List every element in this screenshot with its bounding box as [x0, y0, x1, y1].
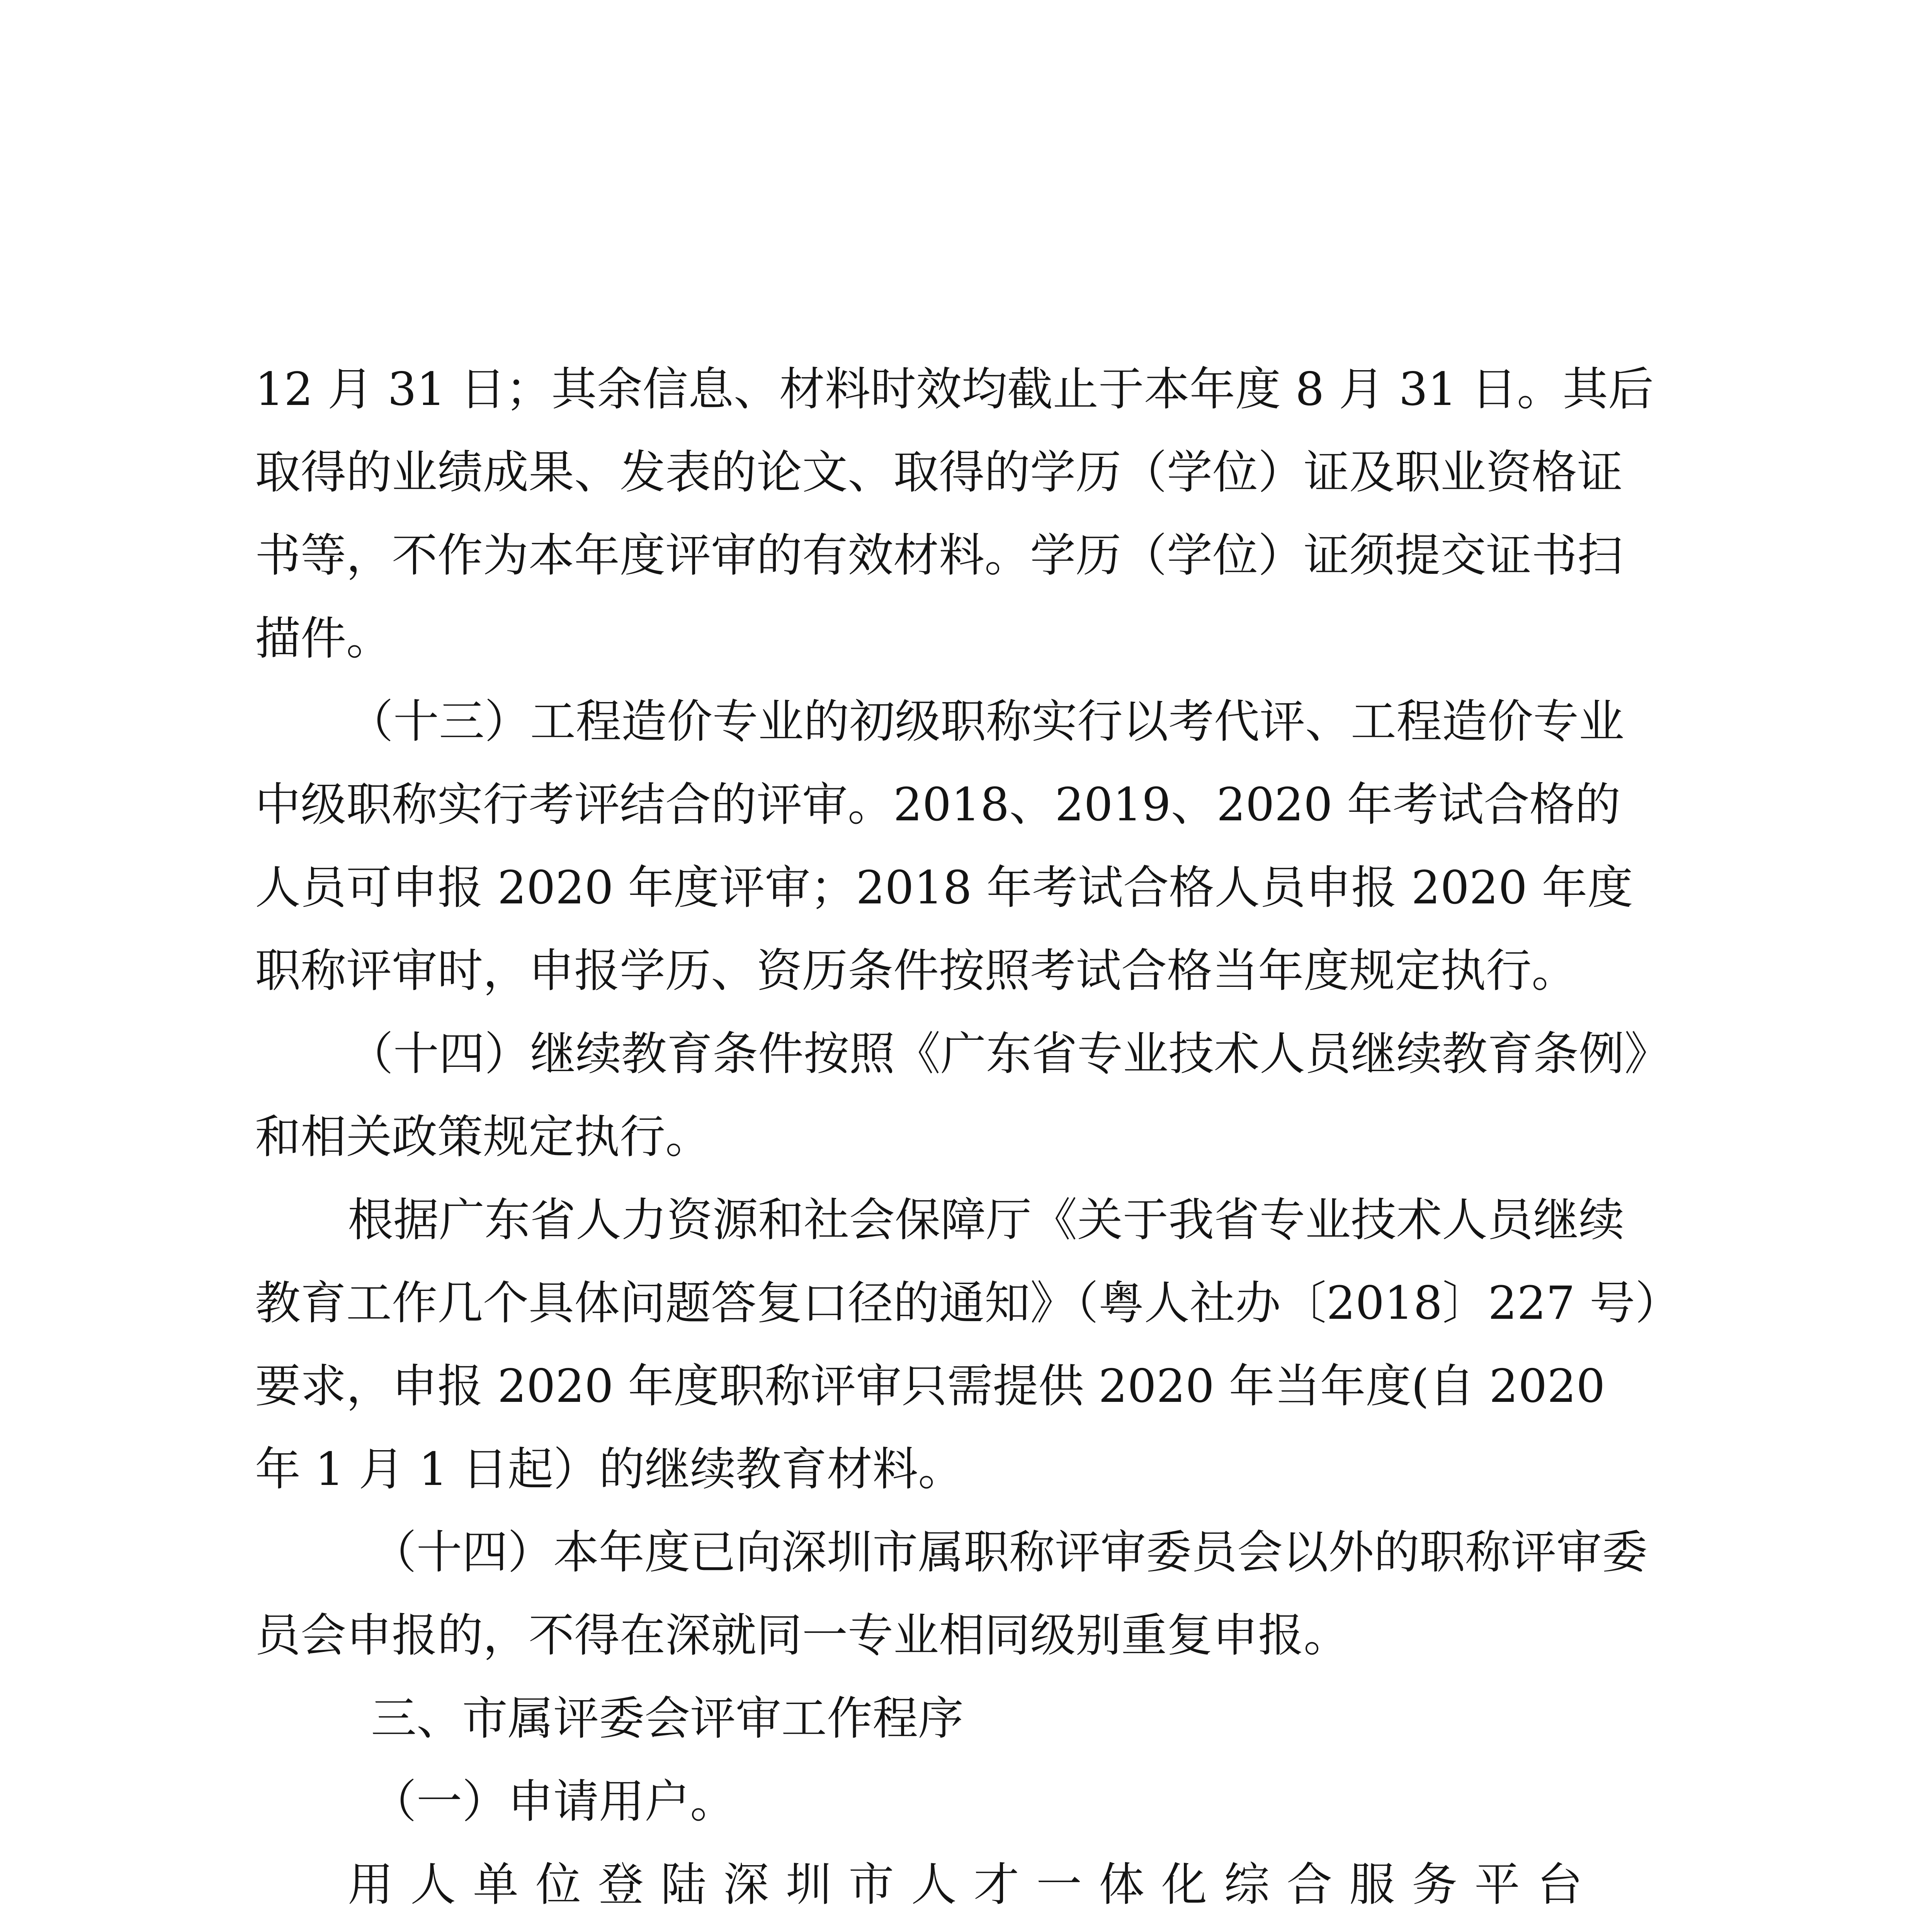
section-heading-review-procedure: 三、市属评委会评审工作程序 [371, 1692, 964, 1745]
paragraph-platform-intro: 用人单位登陆深圳市人才一体化综合服务平台 [348, 1858, 1600, 1911]
subheading-apply-account: （一）申请用户。 [371, 1775, 736, 1828]
paragraph-platform-url-and-account [255, 1926, 1661, 1932]
paragraph-item-14-continuing-education: （十四）继续教育条件按照《广东省专业技术人员继续教育条例》和相关政策规定执行。 [255, 1027, 1647, 1163]
paragraph-continuation: 12 月 31 日；其余信息、材料时效均截止于本年度 8 月 31 日。其后取得的业绩成果、发表的论文、取得的学历（学位）证及职业资格证书等，不作为本年度评审的有效材料。学历（学位）证须提交证书扫描件。 [255, 362, 1654, 665]
paragraph-item-13: （十三）工程造价专业的初级职称实行以考代评、工程造价专业中级职称实行考评结合的评审。2018、2019、2020 年考试合格的人员可申报 2020 年度评审；2018 年考试合格人员申报 2020 年度职称评审时，申报学历、资历条件按照考试合格当年度规定执行。 [255, 695, 1633, 997]
document-body [255, 348, 1661, 1932]
paragraph-item-14-duplicate-application: （十四）本年度已向深圳市属职称评审委员会以外的职称评审委员会申报的，不得在深就同一专业相同级别重复申报。 [255, 1526, 1648, 1662]
paragraph-notice-reference: 根据广东省人力资源和社会保障厅《关于我省专业技术人员继续教育工作几个具体问题答复口径的通知》（粤人社办〔2018〕227 号）要求，申报 2020 年度职称评审只需提供 2020 年当年度(自 2020 年 1 月 1 日起）的继续教育材料。 [255, 1193, 1658, 1496]
